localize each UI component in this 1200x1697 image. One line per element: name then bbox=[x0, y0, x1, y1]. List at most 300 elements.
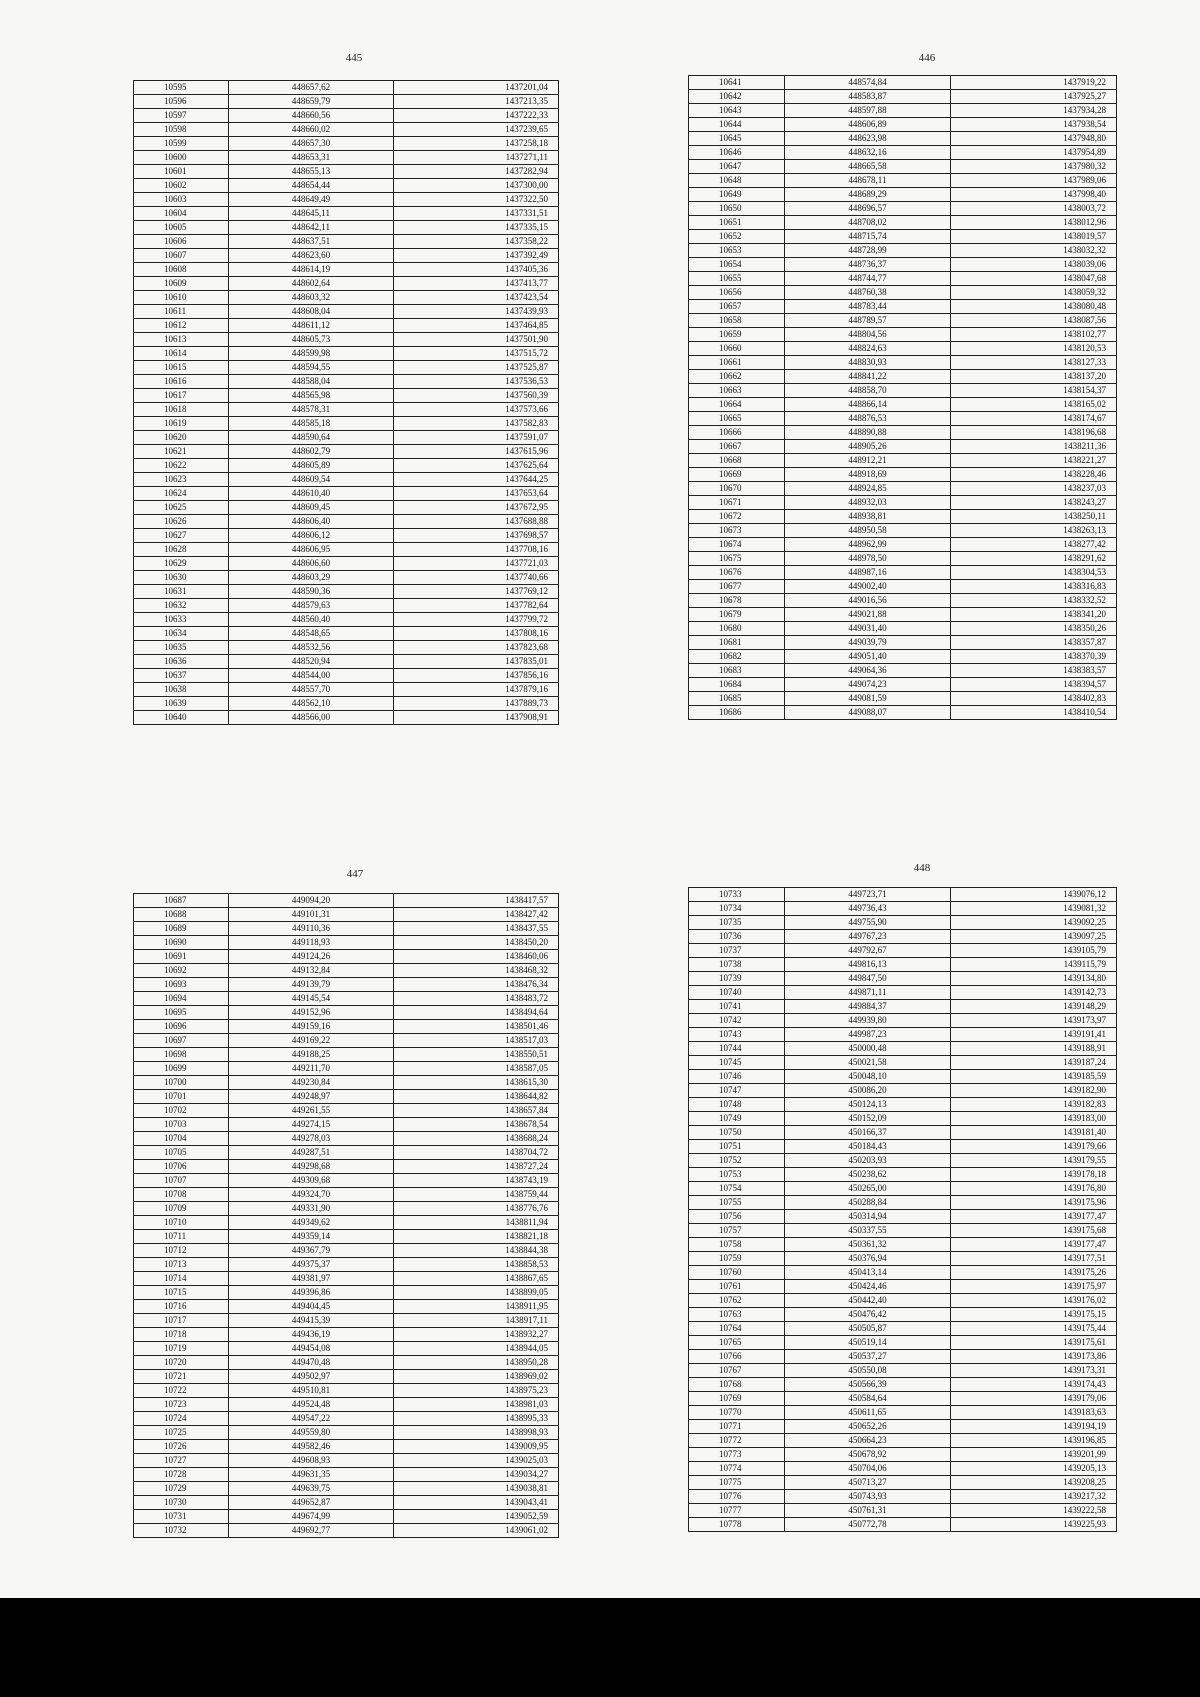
point-id-cell: 10674 bbox=[689, 538, 785, 552]
y-coordinate-cell: 1438080,48 bbox=[951, 300, 1117, 314]
table-row bbox=[689, 244, 1117, 258]
y-coordinate-cell: 1439176,80 bbox=[951, 1182, 1117, 1196]
x-coordinate-cell: 449132,84 bbox=[229, 964, 394, 978]
table-row bbox=[689, 552, 1117, 566]
y-coordinate-cell: 1438221,27 bbox=[951, 454, 1117, 468]
point-id-cell: 10621 bbox=[134, 445, 229, 459]
x-coordinate-cell: 448649,49 bbox=[229, 193, 394, 207]
table-row bbox=[689, 272, 1117, 286]
y-coordinate-cell: 1438250,11 bbox=[951, 510, 1117, 524]
y-coordinate-cell: 1437889,73 bbox=[394, 697, 559, 711]
x-coordinate-cell: 449261,55 bbox=[229, 1104, 394, 1118]
table-row bbox=[134, 459, 559, 473]
point-id-cell: 10682 bbox=[689, 650, 785, 664]
x-coordinate-cell: 448715,74 bbox=[785, 230, 951, 244]
point-id-cell: 10751 bbox=[689, 1140, 785, 1154]
y-coordinate-cell: 1437536,53 bbox=[394, 375, 559, 389]
y-coordinate-cell: 1438087,56 bbox=[951, 314, 1117, 328]
table-row bbox=[134, 669, 559, 683]
point-id-cell: 10609 bbox=[134, 277, 229, 291]
y-coordinate-cell: 1437591,07 bbox=[394, 431, 559, 445]
y-coordinate-cell: 1437644,25 bbox=[394, 473, 559, 487]
x-coordinate-cell: 449031,40 bbox=[785, 622, 951, 636]
x-coordinate-cell: 449884,37 bbox=[785, 1000, 951, 1014]
x-coordinate-cell: 448606,60 bbox=[229, 557, 394, 571]
point-id-cell: 10641 bbox=[689, 76, 785, 90]
y-coordinate-cell: 1437358,22 bbox=[394, 235, 559, 249]
y-coordinate-cell: 1439034,27 bbox=[394, 1468, 559, 1482]
point-id-cell: 10747 bbox=[689, 1084, 785, 1098]
point-id-cell: 10758 bbox=[689, 1238, 785, 1252]
y-coordinate-cell: 1437615,96 bbox=[394, 445, 559, 459]
x-coordinate-cell: 448606,89 bbox=[785, 118, 951, 132]
x-coordinate-cell: 448665,58 bbox=[785, 160, 951, 174]
y-coordinate-cell: 1437300,00 bbox=[394, 179, 559, 193]
x-coordinate-cell: 449064,36 bbox=[785, 664, 951, 678]
table-row bbox=[134, 529, 559, 543]
point-id-cell: 10694 bbox=[134, 992, 229, 1006]
point-id-cell: 10632 bbox=[134, 599, 229, 613]
point-id-cell: 10657 bbox=[689, 300, 785, 314]
x-coordinate-cell: 448605,73 bbox=[229, 333, 394, 347]
x-coordinate-cell: 448654,44 bbox=[229, 179, 394, 193]
table-row bbox=[689, 1350, 1117, 1364]
table-row bbox=[134, 305, 559, 319]
table-row bbox=[689, 188, 1117, 202]
table-row bbox=[689, 230, 1117, 244]
x-coordinate-cell: 449094,20 bbox=[229, 894, 394, 908]
table-row bbox=[134, 277, 559, 291]
table-row bbox=[134, 151, 559, 165]
point-id-cell: 10737 bbox=[689, 944, 785, 958]
x-coordinate-cell: 449139,79 bbox=[229, 978, 394, 992]
table-row bbox=[689, 1000, 1117, 1014]
x-coordinate-cell: 448858,70 bbox=[785, 384, 951, 398]
y-coordinate-cell: 1438402,83 bbox=[951, 692, 1117, 706]
x-coordinate-cell: 448544,00 bbox=[229, 669, 394, 683]
y-coordinate-cell: 1438127,33 bbox=[951, 356, 1117, 370]
y-coordinate-cell: 1438196,68 bbox=[951, 426, 1117, 440]
x-coordinate-cell: 450505,87 bbox=[785, 1322, 951, 1336]
table-row bbox=[689, 1294, 1117, 1308]
y-coordinate-cell: 1438383,57 bbox=[951, 664, 1117, 678]
table-row bbox=[134, 361, 559, 375]
table-row bbox=[689, 972, 1117, 986]
point-id-cell: 10771 bbox=[689, 1420, 785, 1434]
point-id-cell: 10601 bbox=[134, 165, 229, 179]
table-row bbox=[134, 389, 559, 403]
x-coordinate-cell: 448594,55 bbox=[229, 361, 394, 375]
table-row bbox=[689, 426, 1117, 440]
y-coordinate-cell: 1437698,57 bbox=[394, 529, 559, 543]
table-row bbox=[689, 1042, 1117, 1056]
table-row bbox=[689, 916, 1117, 930]
y-coordinate-cell: 1438727,24 bbox=[394, 1160, 559, 1174]
point-id-cell: 10749 bbox=[689, 1112, 785, 1126]
y-coordinate-cell: 1437322,50 bbox=[394, 193, 559, 207]
table-row bbox=[689, 1504, 1117, 1518]
x-coordinate-cell: 448603,32 bbox=[229, 291, 394, 305]
x-coordinate-cell: 449547,22 bbox=[229, 1412, 394, 1426]
coordinate-table bbox=[133, 893, 559, 1538]
table-row bbox=[689, 1238, 1117, 1252]
table-row bbox=[134, 1076, 559, 1090]
y-coordinate-cell: 1437331,51 bbox=[394, 207, 559, 221]
point-id-cell: 10688 bbox=[134, 908, 229, 922]
x-coordinate-cell: 448583,87 bbox=[785, 90, 951, 104]
y-coordinate-cell: 1437998,40 bbox=[951, 188, 1117, 202]
point-id-cell: 10599 bbox=[134, 137, 229, 151]
point-id-cell: 10619 bbox=[134, 417, 229, 431]
table-row bbox=[689, 902, 1117, 916]
y-coordinate-cell: 1437919,22 bbox=[951, 76, 1117, 90]
y-coordinate-cell: 1438211,36 bbox=[951, 440, 1117, 454]
y-coordinate-cell: 1439188,91 bbox=[951, 1042, 1117, 1056]
page-number: 446 bbox=[918, 52, 936, 64]
table-row bbox=[689, 216, 1117, 230]
table-row bbox=[134, 109, 559, 123]
point-id-cell: 10729 bbox=[134, 1482, 229, 1496]
x-coordinate-cell: 448590,64 bbox=[229, 431, 394, 445]
x-coordinate-cell: 448736,37 bbox=[785, 258, 951, 272]
x-coordinate-cell: 448578,31 bbox=[229, 403, 394, 417]
x-coordinate-cell: 448696,57 bbox=[785, 202, 951, 216]
x-coordinate-cell: 448560,40 bbox=[229, 613, 394, 627]
x-coordinate-cell: 450652,26 bbox=[785, 1420, 951, 1434]
point-id-cell: 10761 bbox=[689, 1280, 785, 1294]
x-coordinate-cell: 448783,44 bbox=[785, 300, 951, 314]
x-coordinate-cell: 448830,93 bbox=[785, 356, 951, 370]
x-coordinate-cell: 449152,96 bbox=[229, 1006, 394, 1020]
point-id-cell: 10618 bbox=[134, 403, 229, 417]
table-row bbox=[134, 207, 559, 221]
point-id-cell: 10743 bbox=[689, 1028, 785, 1042]
point-id-cell: 10681 bbox=[689, 636, 785, 650]
x-coordinate-cell: 448609,54 bbox=[229, 473, 394, 487]
x-coordinate-cell: 448637,51 bbox=[229, 235, 394, 249]
y-coordinate-cell: 1437823,68 bbox=[394, 641, 559, 655]
point-id-cell: 10760 bbox=[689, 1266, 785, 1280]
x-coordinate-cell: 450678,92 bbox=[785, 1448, 951, 1462]
table-row bbox=[134, 1006, 559, 1020]
point-id-cell: 10763 bbox=[689, 1308, 785, 1322]
point-id-cell: 10630 bbox=[134, 571, 229, 585]
point-id-cell: 10626 bbox=[134, 515, 229, 529]
point-id-cell: 10676 bbox=[689, 566, 785, 580]
x-coordinate-cell: 448642,11 bbox=[229, 221, 394, 235]
y-coordinate-cell: 1438263,13 bbox=[951, 524, 1117, 538]
table-row bbox=[134, 1258, 559, 1272]
table-row bbox=[134, 571, 559, 585]
point-id-cell: 10603 bbox=[134, 193, 229, 207]
point-id-cell: 10636 bbox=[134, 655, 229, 669]
page-number: 447 bbox=[346, 868, 364, 880]
table-row bbox=[134, 1426, 559, 1440]
y-coordinate-cell: 1437856,16 bbox=[394, 669, 559, 683]
x-coordinate-cell: 448918,69 bbox=[785, 468, 951, 482]
x-coordinate-cell: 448950,58 bbox=[785, 524, 951, 538]
point-id-cell: 10635 bbox=[134, 641, 229, 655]
y-coordinate-cell: 1439175,26 bbox=[951, 1266, 1117, 1280]
table-row bbox=[689, 930, 1117, 944]
x-coordinate-cell: 449309,68 bbox=[229, 1174, 394, 1188]
point-id-cell: 10624 bbox=[134, 487, 229, 501]
table-row bbox=[689, 1014, 1117, 1028]
point-id-cell: 10731 bbox=[134, 1510, 229, 1524]
table-row bbox=[134, 263, 559, 277]
x-coordinate-cell: 448744,77 bbox=[785, 272, 951, 286]
point-id-cell: 10670 bbox=[689, 482, 785, 496]
x-coordinate-cell: 450664,23 bbox=[785, 1434, 951, 1448]
table-row bbox=[134, 641, 559, 655]
x-coordinate-cell: 448602,64 bbox=[229, 277, 394, 291]
table-row bbox=[134, 1048, 559, 1062]
point-id-cell: 10714 bbox=[134, 1272, 229, 1286]
x-coordinate-cell: 448566,00 bbox=[229, 711, 394, 725]
x-coordinate-cell: 449582,46 bbox=[229, 1440, 394, 1454]
x-coordinate-cell: 449278,03 bbox=[229, 1132, 394, 1146]
table-row bbox=[689, 678, 1117, 692]
y-coordinate-cell: 1437954,89 bbox=[951, 146, 1117, 160]
y-coordinate-cell: 1437938,54 bbox=[951, 118, 1117, 132]
x-coordinate-cell: 449692,77 bbox=[229, 1524, 394, 1538]
x-coordinate-cell: 449404,45 bbox=[229, 1300, 394, 1314]
x-coordinate-cell: 448890,88 bbox=[785, 426, 951, 440]
point-id-cell: 10613 bbox=[134, 333, 229, 347]
y-coordinate-cell: 1437582,83 bbox=[394, 417, 559, 431]
x-coordinate-cell: 448579,63 bbox=[229, 599, 394, 613]
table-row bbox=[134, 515, 559, 529]
table-row bbox=[134, 557, 559, 571]
x-coordinate-cell: 448824,63 bbox=[785, 342, 951, 356]
x-coordinate-cell: 449021,88 bbox=[785, 608, 951, 622]
y-coordinate-cell: 1438644,82 bbox=[394, 1090, 559, 1104]
table-row bbox=[689, 538, 1117, 552]
table-row bbox=[134, 543, 559, 557]
x-coordinate-cell: 449145,54 bbox=[229, 992, 394, 1006]
y-coordinate-cell: 1439217,32 bbox=[951, 1490, 1117, 1504]
table-row bbox=[689, 454, 1117, 468]
y-coordinate-cell: 1439076,12 bbox=[951, 888, 1117, 902]
table-body bbox=[689, 76, 1117, 720]
table-row bbox=[134, 473, 559, 487]
table-row bbox=[689, 300, 1117, 314]
x-coordinate-cell: 448565,98 bbox=[229, 389, 394, 403]
point-id-cell: 10735 bbox=[689, 916, 785, 930]
x-coordinate-cell: 448562,10 bbox=[229, 697, 394, 711]
y-coordinate-cell: 1438899,05 bbox=[394, 1286, 559, 1300]
x-coordinate-cell: 449081,59 bbox=[785, 692, 951, 706]
x-coordinate-cell: 449816,13 bbox=[785, 958, 951, 972]
point-id-cell: 10638 bbox=[134, 683, 229, 697]
table-row bbox=[134, 417, 559, 431]
point-id-cell: 10708 bbox=[134, 1188, 229, 1202]
y-coordinate-cell: 1439177,51 bbox=[951, 1252, 1117, 1266]
table-row bbox=[134, 1104, 559, 1118]
point-id-cell: 10746 bbox=[689, 1070, 785, 1084]
y-coordinate-cell: 1438417,57 bbox=[394, 894, 559, 908]
table-row bbox=[689, 1280, 1117, 1294]
y-coordinate-cell: 1438174,67 bbox=[951, 412, 1117, 426]
x-coordinate-cell: 448605,89 bbox=[229, 459, 394, 473]
point-id-cell: 10736 bbox=[689, 930, 785, 944]
point-id-cell: 10661 bbox=[689, 356, 785, 370]
y-coordinate-cell: 1438998,93 bbox=[394, 1426, 559, 1440]
x-coordinate-cell: 448987,16 bbox=[785, 566, 951, 580]
y-coordinate-cell: 1439179,06 bbox=[951, 1392, 1117, 1406]
x-coordinate-cell: 448548,65 bbox=[229, 627, 394, 641]
x-coordinate-cell: 448520,94 bbox=[229, 655, 394, 669]
x-coordinate-cell: 448653,31 bbox=[229, 151, 394, 165]
table-row bbox=[134, 221, 559, 235]
x-coordinate-cell: 448660,02 bbox=[229, 123, 394, 137]
y-coordinate-cell: 1438776,76 bbox=[394, 1202, 559, 1216]
point-id-cell: 10762 bbox=[689, 1294, 785, 1308]
table-row bbox=[134, 1496, 559, 1510]
table-row bbox=[134, 319, 559, 333]
table-row bbox=[689, 104, 1117, 118]
table-row bbox=[134, 936, 559, 950]
point-id-cell: 10764 bbox=[689, 1322, 785, 1336]
y-coordinate-cell: 1437688,88 bbox=[394, 515, 559, 529]
x-coordinate-cell: 448532,56 bbox=[229, 641, 394, 655]
x-coordinate-cell: 449502,97 bbox=[229, 1370, 394, 1384]
point-id-cell: 10645 bbox=[689, 132, 785, 146]
x-coordinate-cell: 449375,37 bbox=[229, 1258, 394, 1272]
y-coordinate-cell: 1438678,54 bbox=[394, 1118, 559, 1132]
point-id-cell: 10756 bbox=[689, 1210, 785, 1224]
x-coordinate-cell: 449755,90 bbox=[785, 916, 951, 930]
x-coordinate-cell: 449088,07 bbox=[785, 706, 951, 720]
y-coordinate-cell: 1439134,80 bbox=[951, 972, 1117, 986]
point-id-cell: 10695 bbox=[134, 1006, 229, 1020]
table-row bbox=[689, 622, 1117, 636]
y-coordinate-cell: 1439179,66 bbox=[951, 1140, 1117, 1154]
y-coordinate-cell: 1438003,72 bbox=[951, 202, 1117, 216]
y-coordinate-cell: 1437335,15 bbox=[394, 221, 559, 235]
y-coordinate-cell: 1439177,47 bbox=[951, 1238, 1117, 1252]
table-row bbox=[134, 1356, 559, 1370]
y-coordinate-cell: 1437980,32 bbox=[951, 160, 1117, 174]
x-coordinate-cell: 450424,46 bbox=[785, 1280, 951, 1294]
point-id-cell: 10776 bbox=[689, 1490, 785, 1504]
x-coordinate-cell: 449381,97 bbox=[229, 1272, 394, 1286]
x-coordinate-cell: 450337,55 bbox=[785, 1224, 951, 1238]
x-coordinate-cell: 448603,29 bbox=[229, 571, 394, 585]
y-coordinate-cell: 1438550,51 bbox=[394, 1048, 559, 1062]
point-id-cell: 10720 bbox=[134, 1356, 229, 1370]
y-coordinate-cell: 1438059,32 bbox=[951, 286, 1117, 300]
table-row bbox=[134, 1118, 559, 1132]
x-coordinate-cell: 449736,43 bbox=[785, 902, 951, 916]
table-row bbox=[134, 179, 559, 193]
table-row bbox=[689, 1070, 1117, 1084]
x-coordinate-cell: 448614,19 bbox=[229, 263, 394, 277]
x-coordinate-cell: 449159,16 bbox=[229, 1020, 394, 1034]
y-coordinate-cell: 1437392,49 bbox=[394, 249, 559, 263]
y-coordinate-cell: 1437879,16 bbox=[394, 683, 559, 697]
y-coordinate-cell: 1438587,05 bbox=[394, 1062, 559, 1076]
y-coordinate-cell: 1438228,46 bbox=[951, 468, 1117, 482]
y-coordinate-cell: 1438154,37 bbox=[951, 384, 1117, 398]
table-row bbox=[689, 1196, 1117, 1210]
table-row bbox=[689, 468, 1117, 482]
x-coordinate-cell: 450761,31 bbox=[785, 1504, 951, 1518]
point-id-cell: 10653 bbox=[689, 244, 785, 258]
x-coordinate-cell: 450086,20 bbox=[785, 1084, 951, 1098]
coordinate-table bbox=[688, 75, 1117, 720]
x-coordinate-cell: 448599,98 bbox=[229, 347, 394, 361]
x-coordinate-cell: 448924,85 bbox=[785, 482, 951, 496]
point-id-cell: 10662 bbox=[689, 370, 785, 384]
x-coordinate-cell: 450519,14 bbox=[785, 1336, 951, 1350]
point-id-cell: 10738 bbox=[689, 958, 785, 972]
y-coordinate-cell: 1437672,95 bbox=[394, 501, 559, 515]
y-coordinate-cell: 1438316,83 bbox=[951, 580, 1117, 594]
y-coordinate-cell: 1437835,01 bbox=[394, 655, 559, 669]
table-row bbox=[689, 650, 1117, 664]
table-row bbox=[134, 501, 559, 515]
y-coordinate-cell: 1438357,87 bbox=[951, 636, 1117, 650]
point-id-cell: 10673 bbox=[689, 524, 785, 538]
point-id-cell: 10778 bbox=[689, 1518, 785, 1532]
point-id-cell: 10692 bbox=[134, 964, 229, 978]
table-row bbox=[689, 986, 1117, 1000]
table-row bbox=[689, 1252, 1117, 1266]
x-coordinate-cell: 448655,13 bbox=[229, 165, 394, 179]
point-id-cell: 10634 bbox=[134, 627, 229, 641]
point-id-cell: 10721 bbox=[134, 1370, 229, 1384]
x-coordinate-cell: 449298,68 bbox=[229, 1160, 394, 1174]
table-row bbox=[134, 1230, 559, 1244]
point-id-cell: 10777 bbox=[689, 1504, 785, 1518]
y-coordinate-cell: 1438410,54 bbox=[951, 706, 1117, 720]
table-row bbox=[689, 398, 1117, 412]
x-coordinate-cell: 449274,15 bbox=[229, 1118, 394, 1132]
y-coordinate-cell: 1439222,58 bbox=[951, 1504, 1117, 1518]
x-coordinate-cell: 449188,25 bbox=[229, 1048, 394, 1062]
y-coordinate-cell: 1438844,38 bbox=[394, 1244, 559, 1258]
table-row bbox=[689, 1378, 1117, 1392]
x-coordinate-cell: 449871,11 bbox=[785, 986, 951, 1000]
y-coordinate-cell: 1439173,31 bbox=[951, 1364, 1117, 1378]
point-id-cell: 10649 bbox=[689, 188, 785, 202]
y-coordinate-cell: 1437423,54 bbox=[394, 291, 559, 305]
y-coordinate-cell: 1438615,30 bbox=[394, 1076, 559, 1090]
y-coordinate-cell: 1437239,65 bbox=[394, 123, 559, 137]
point-id-cell: 10693 bbox=[134, 978, 229, 992]
table-row bbox=[689, 1140, 1117, 1154]
point-id-cell: 10744 bbox=[689, 1042, 785, 1056]
table-row bbox=[689, 440, 1117, 454]
y-coordinate-cell: 1439092,25 bbox=[951, 916, 1117, 930]
y-coordinate-cell: 1438517,03 bbox=[394, 1034, 559, 1048]
table-row bbox=[689, 608, 1117, 622]
point-id-cell: 10666 bbox=[689, 426, 785, 440]
point-id-cell: 10701 bbox=[134, 1090, 229, 1104]
y-coordinate-cell: 1438304,53 bbox=[951, 566, 1117, 580]
y-coordinate-cell: 1437625,64 bbox=[394, 459, 559, 473]
point-id-cell: 10678 bbox=[689, 594, 785, 608]
table-row bbox=[134, 1160, 559, 1174]
point-id-cell: 10610 bbox=[134, 291, 229, 305]
point-id-cell: 10734 bbox=[689, 902, 785, 916]
point-id-cell: 10597 bbox=[134, 109, 229, 123]
x-coordinate-cell: 449639,75 bbox=[229, 1482, 394, 1496]
x-coordinate-cell: 449723,71 bbox=[785, 888, 951, 902]
point-id-cell: 10697 bbox=[134, 1034, 229, 1048]
y-coordinate-cell: 1439142,73 bbox=[951, 986, 1117, 1000]
